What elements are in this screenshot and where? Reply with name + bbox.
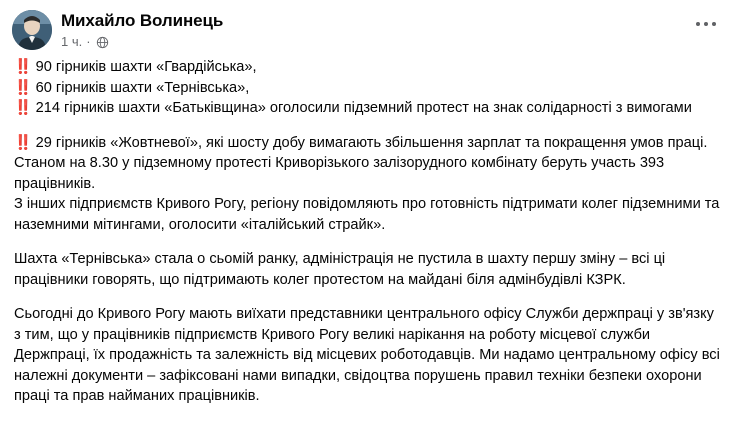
user-avatar-icon	[12, 10, 52, 50]
avatar[interactable]	[12, 10, 52, 50]
post-paragraph: Станом на 8.30 у підземному протесті Криворізького залізорудного комбінату беруть участь 393 працівників.	[14, 155, 665, 192]
post-header	[0, 0, 734, 50]
post-bullet-text: 29 гірників «Жовтневої», які шосту добу вимагають збільшення зарплат та покращення умов праці.	[35, 134, 708, 151]
alert-mark: ‼️	[14, 59, 32, 75]
post-author-name[interactable]: Михайло Волинець	[61, 11, 224, 30]
post-paragraph	[14, 57, 720, 119]
post-bullet-text: 214 гірників шахти «Батьківщина» оголосили підземний протест на знак солідарності з вимогами	[35, 100, 692, 116]
alert-mark: ‼️	[14, 134, 32, 151]
post-meta	[61, 34, 223, 50]
post-paragraph: Сьогодні до Кривого Рогу мають виїхати представники центрального офісу Служби держпраці у зв'язку з тим, що у працівників підприємств Кривого Рогу великі нарікання на роботу місцевої служби Держпраці, їх продажність та залежність від місцевих роботодавців. Ми надамо центральному офісу всі належні документи – зафіксовані нами випадки, свідоцтва порушень правил техніки безпеки охорони праці та прав найманих працівників.	[14, 306, 720, 404]
dot	[696, 22, 700, 26]
alert-mark: ‼️	[14, 100, 32, 116]
post-bullet-line	[14, 133, 720, 154]
post-bullet-text: 90 гірників шахти «Гвардійська»,	[35, 59, 257, 75]
meta-separator: ·	[86, 34, 91, 49]
globe-icon	[96, 36, 109, 49]
more-options-icon[interactable]	[692, 14, 720, 34]
post-bullet-line	[14, 78, 720, 99]
post-bullet-line	[14, 57, 720, 78]
post-bullet-line	[14, 98, 720, 119]
alert-mark: ‼️	[14, 79, 32, 96]
post-header-text	[61, 10, 223, 50]
post-body	[0, 50, 734, 407]
dot	[704, 22, 708, 26]
post-paragraph: Шахта «Тернівська» стала о сьомій ранку, адміністрація не пустила в шахту першу зміну – всі ці працівники говорять, що підтримають колег протестом на майдані біля адмінбудівлі КЗРК.	[14, 251, 666, 288]
dot	[712, 22, 716, 26]
post-paragraph: З інших підприємств Кривого Рогу, регіону повідомляють про готовність підтримати колег підземними та наземними мітингами, оголосити «італійський страйк».	[14, 196, 720, 233]
post-timestamp[interactable]: 1 ч.	[61, 34, 83, 49]
post-paragraph	[14, 133, 720, 154]
post-bullet-text: 60 гірників шахти «Тернівська»,	[35, 79, 250, 96]
